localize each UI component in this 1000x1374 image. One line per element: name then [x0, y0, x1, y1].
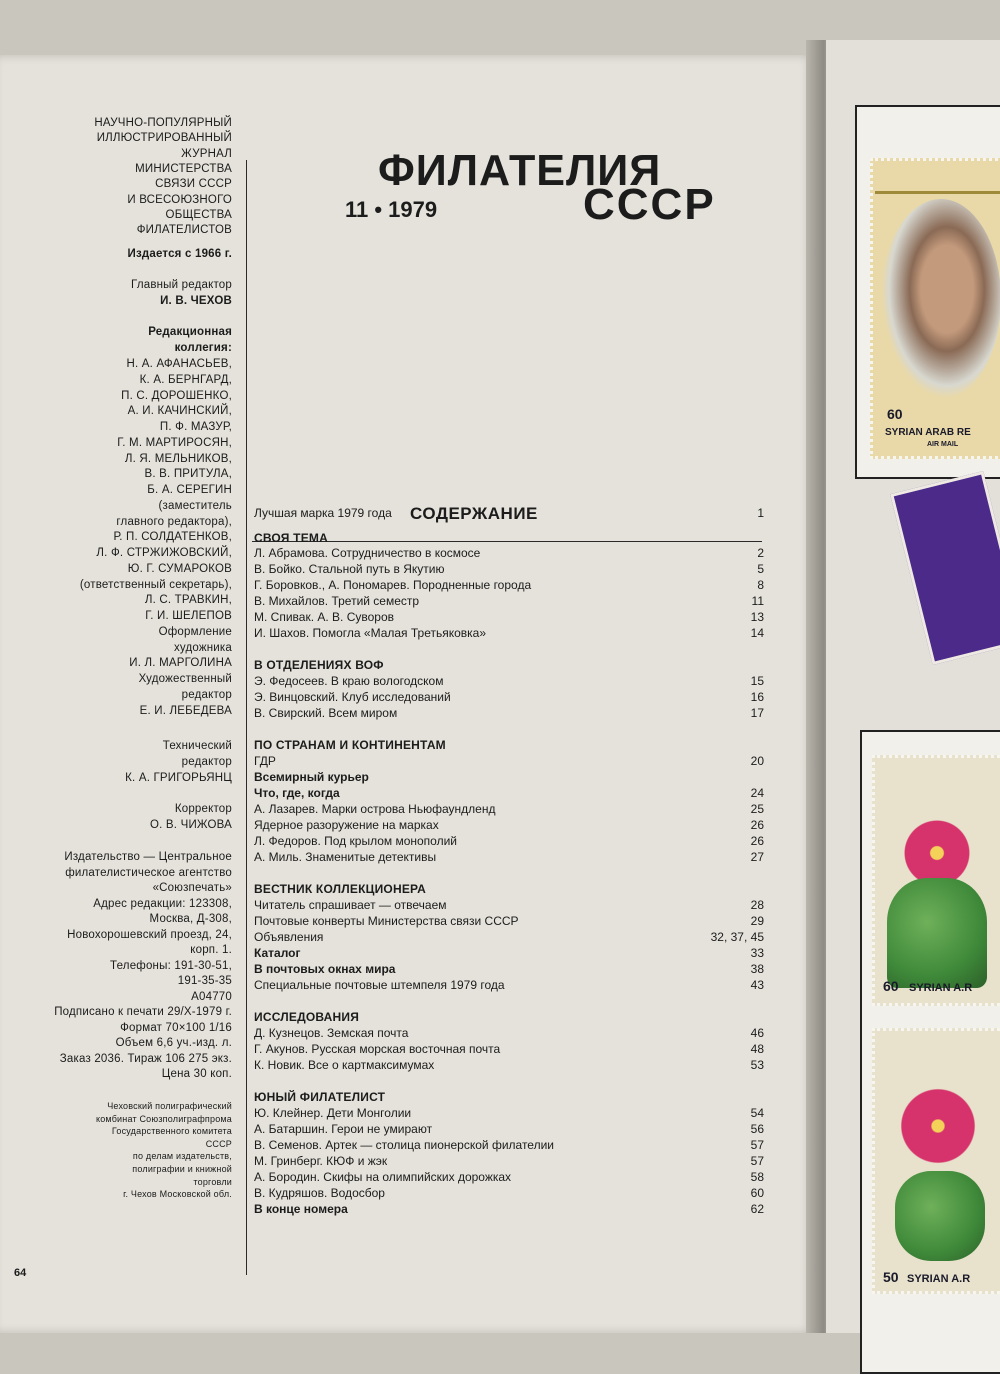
journal-description-line: ИЛЛЮСТРИРОВАННЫЙ [96, 132, 232, 145]
toc-entry-title: А. Батаршин. Герои не умирают [254, 1122, 433, 1136]
board-member: В. В. ПРИТУЛА, [144, 468, 232, 481]
toc-entry-page: 26 [750, 818, 764, 832]
board-member: И. Л. МАРГОЛИНА [129, 657, 232, 670]
toc-entry [254, 673, 764, 689]
toc-entry [254, 1153, 764, 1169]
toc-entry-title: Лучшая марка 1979 года [254, 506, 392, 520]
stamp1-value: 60 [887, 406, 903, 422]
portrait-stamp [870, 158, 1000, 459]
toc-entry-page: 27 [750, 850, 764, 864]
stamp-border-ornament [875, 163, 1000, 194]
board-member: П. С. ДОРОШЕНКО, [121, 389, 232, 402]
toc-section-heading [254, 881, 764, 897]
board-member: Е. И. ЛЕБЕДЕВА [139, 704, 232, 717]
board-member: (ответственный секретарь), [79, 578, 232, 591]
toc-entry-title: Г. Акунов. Русская морская восточная почта [254, 1042, 501, 1056]
toc-entry [254, 1105, 764, 1121]
toc-entry-title: В. Кудряшов. Водосбор [254, 1186, 385, 1200]
printer-line: по делам издательств, [132, 1151, 232, 1162]
stamp1-country: SYRIAN ARAB RE [885, 427, 971, 438]
board-member: Л. С. ТРАВКИН, [144, 594, 232, 607]
toc-entry-title: Почтовые конверты Министерства связи СССР [254, 914, 519, 928]
publisher-line: Цена 30 коп. [161, 1068, 232, 1080]
masthead-title: ФИЛАТЕЛИЯ [378, 146, 662, 195]
toc-entry-page: 29 [750, 914, 764, 928]
toc-entry-page: 60 [750, 1186, 764, 1200]
toc-entry-title: И. Шахов. Помогла «Малая Третьяковка» [254, 626, 487, 640]
publisher-line: корп. 1. [190, 944, 232, 956]
toc-entry [254, 929, 764, 945]
toc-entry-page: 57 [750, 1138, 764, 1152]
toc-entry-title: В конце номера [254, 1202, 348, 1216]
printer-line: СССР [205, 1138, 232, 1149]
board-member: К. А. БЕРНГАРД, [139, 373, 232, 386]
printer-line: комбинат Союзполиграфпрома [95, 1113, 232, 1124]
chief-editor-label: Главный редактор [131, 279, 232, 291]
toc-entry-page: 5 [757, 562, 764, 576]
toc-entry-title: В ОТДЕЛЕНИЯХ ВОФ [254, 658, 384, 672]
toc-entry [254, 609, 764, 625]
toc-entry-title: А. Миль. Знаменитые детективы [254, 850, 437, 864]
journal-description-line: СВЯЗИ СССР [155, 178, 232, 191]
toc-entry-title: Что, где, когда [254, 786, 340, 800]
toc-entry-title: СВОЯ ТЕМА [254, 531, 328, 545]
toc-entry-page: 54 [750, 1106, 764, 1120]
toc-entry-page: 16 [750, 690, 764, 704]
toc-entry-page: 20 [750, 754, 764, 768]
toc-entry [254, 769, 764, 785]
toc-entry [254, 1057, 764, 1073]
toc-entry-page: 38 [750, 962, 764, 976]
toc-section-heading [254, 1009, 764, 1025]
toc-entry [254, 817, 764, 833]
toc-entry [254, 945, 764, 961]
toc-entry [254, 561, 764, 577]
toc-entry [254, 1169, 764, 1185]
board-member: Ю. Г. СУМАРОКОВ [127, 562, 232, 575]
journal-description-line: ОБЩЕСТВА [165, 208, 232, 221]
toc-entry-page: 8 [757, 578, 764, 592]
flower-icon [893, 1086, 983, 1166]
toc-entry [254, 833, 764, 849]
toc-entry [254, 689, 764, 705]
publisher-line: Телефоны: 191-30-51, [110, 959, 232, 972]
toc-entry-title: А. Бородин. Скифы на олимпийских дорожках [254, 1170, 512, 1184]
toc-entry-title: М. Спивак. А. В. Суворов [254, 610, 395, 624]
board-member: Б. А. СЕРЕГИН [147, 484, 232, 496]
toc-entry-title: ГДР [254, 754, 276, 768]
publisher-line: Формат 70×100 1/16 [120, 1021, 232, 1034]
board-label: коллегия: [174, 342, 232, 354]
toc-entry-title: ИССЛЕДОВАНИЯ [254, 1010, 360, 1024]
magazine-page [0, 55, 815, 1333]
publisher-line: Заказ 2036. Тираж 106 275 экз. [59, 1052, 232, 1065]
journal-description-line: ФИЛАТЕЛИСТОВ [136, 224, 232, 237]
publication-since: Издается с 1966 г. [127, 248, 232, 260]
stamp2-value: 60 [883, 978, 899, 994]
publisher-line: Подписано к печати 29/X-1979 г. [54, 1006, 232, 1018]
toc-entry-page: 57 [750, 1154, 764, 1168]
publisher-line: Объем 6,6 уч.-изд. л. [115, 1037, 232, 1049]
cactus-stamp-1 [872, 755, 1000, 1006]
toc-entry [254, 505, 764, 521]
toc-entry-title: ЮНЫЙ ФИЛАТЕЛИСТ [254, 1090, 386, 1104]
toc-entry-title: В. Свирский. Всем миром [254, 706, 398, 720]
stamp2-country: SYRIAN A.R [909, 982, 973, 994]
toc-entry [254, 913, 764, 929]
toc-entry-page: 26 [750, 834, 764, 848]
stamp3-value: 50 [883, 1269, 899, 1285]
publisher-line: Адрес редакции: 123308, [93, 897, 232, 910]
toc-entry-page: 33 [750, 946, 764, 960]
toc-section-heading [254, 530, 764, 546]
toc-entry-title: Специальные почтовые штемпеля 1979 года [254, 978, 505, 992]
toc-entry-page: 1 [757, 506, 764, 520]
toc-entry [254, 897, 764, 913]
toc-entry-title: ВЕСТНИК КОЛЛЕКЦИОНЕРА [254, 882, 427, 896]
stamp1-airmail: AIR MAIL [927, 441, 959, 448]
contents-heading: СОДЕРЖАНИЕ [410, 504, 538, 523]
toc-entry [254, 1201, 764, 1217]
tech-editor-name: К. А. ГРИГОРЬЯНЦ [125, 772, 232, 784]
toc-entry-title: Ядерное разоружение на марках [254, 818, 439, 832]
toc-entry-page: 58 [750, 1170, 764, 1184]
toc-entry-page: 25 [750, 802, 764, 816]
toc-entry-page: 62 [750, 1202, 764, 1216]
journal-description-line: МИНИСТЕРСТВА [135, 162, 232, 175]
cactus-body [895, 1171, 985, 1261]
publisher-line: 191-35-35 [177, 975, 232, 987]
board-label: Редакционная [148, 326, 232, 338]
issue-number: 11 • 1979 [345, 197, 438, 222]
toc-entry [254, 1185, 764, 1201]
journal-description-line: ЖУРНАЛ [181, 147, 232, 160]
toc-entry-title: ПО СТРАНАМ И КОНТИНЕНТАМ [254, 738, 446, 752]
printer-line: г. Чехов Московской обл. [123, 1189, 232, 1200]
publisher-line: А04770 [191, 990, 232, 1003]
page-number: 64 [14, 1267, 27, 1279]
toc-entry-title: Г. Боровков., А. Пономарев. Породненные города [254, 578, 532, 592]
publisher-line: Москва, Д-308, [149, 913, 232, 925]
printer-line: полиграфии и книжной [132, 1164, 232, 1174]
toc-entry [254, 593, 764, 609]
board-member: редактор [181, 688, 232, 701]
toc-entry [254, 705, 764, 721]
toc-entry-page: 48 [750, 1042, 764, 1056]
toc-entry-title: В почтовых окнах мира [254, 962, 396, 976]
board-member: Художественный [138, 673, 232, 685]
board-member: А. И. КАЧИНСКИЙ, [127, 405, 232, 418]
toc-entry-title: Д. Кузнецов. Земская почта [254, 1026, 409, 1040]
tech-editor-label: Технический [162, 740, 232, 752]
toc-section-heading [254, 657, 764, 673]
journal-description-line: И ВСЕСОЮЗНОГО [127, 193, 232, 206]
printer-line: Чеховский полиграфический [107, 1101, 232, 1111]
toc-entry [254, 849, 764, 865]
publisher-line: филателистическое агентство [65, 866, 232, 879]
envelope-edge [890, 471, 1000, 665]
toc-entry-title: В. Семенов. Артек — столица пионерской филателии [254, 1138, 554, 1152]
board-member: Н. А. АФАНАСЬЕВ, [126, 358, 232, 370]
cactus-body [887, 878, 987, 988]
toc-entry-title: Л. Абрамова. Сотрудничество в космосе [254, 546, 481, 560]
proofreader-label: Корректор [174, 803, 232, 815]
board-member: (заместитель [158, 499, 232, 512]
toc-entry [254, 577, 764, 593]
toc-section-heading [254, 737, 764, 753]
toc-entry-title: Э. Федосеев. В краю вологодском [254, 674, 444, 688]
toc-entry-title: К. Новик. Все о картмаксимумах [254, 1058, 435, 1072]
column-divider [246, 160, 247, 1275]
publisher-line: Новохорошевский проезд, 24, [67, 928, 232, 941]
toc-entry-page: 2 [757, 546, 764, 560]
toc-entry-page: 11 [751, 594, 764, 608]
toc-entry [254, 1121, 764, 1137]
board-member: Л. Я. МЕЛЬНИКОВ, [124, 452, 232, 465]
toc-entry-title: Ю. Клейнер. Дети Монголии [254, 1106, 412, 1120]
publisher-line: Издательство — Центральное [64, 851, 232, 863]
toc-entry-title: Всемирный курьер [254, 770, 369, 784]
toc-entry [254, 1025, 764, 1041]
board-member: Р. П. СОЛДАТЕНКОВ, [113, 531, 232, 544]
board-member: Г. М. МАРТИРОСЯН, [117, 436, 232, 449]
printer-line: Государственного комитета [111, 1126, 232, 1137]
stamp3-country: SYRIAN A.R [907, 1273, 971, 1285]
toc-entry [254, 625, 764, 641]
toc-entry-title: Каталог [254, 946, 301, 960]
toc-entry [254, 1041, 764, 1057]
toc-entry [254, 961, 764, 977]
toc-entry-page: 56 [750, 1122, 764, 1136]
masthead-subtitle: СССР [583, 180, 716, 229]
board-member: Г. И. ШЕЛЕПОВ [145, 610, 232, 622]
toc-entry-title: А. Лазарев. Марки острова Ньюфаундленд [254, 802, 496, 816]
journal-description-line: НАУЧНО-ПОПУЛЯРНЫЙ [94, 117, 232, 129]
toc-entry [254, 1137, 764, 1153]
toc-entry-page: 14 [750, 626, 764, 640]
toc-entry-page: 43 [750, 978, 764, 992]
tech-editor-label: редактор [181, 756, 232, 768]
toc-entry-page: 32, 37, 45 [710, 930, 764, 944]
facing-page [826, 40, 1000, 1333]
toc-entry-title: Э. Винцовский. Клуб исследований [254, 690, 451, 704]
toc-entry [254, 753, 764, 769]
toc-entry-page: 46 [750, 1026, 764, 1040]
toc-entry [254, 545, 764, 561]
toc-entry-page: 15 [750, 674, 764, 688]
board-member: П. Ф. МАЗУР, [159, 421, 232, 433]
toc-section-heading [254, 1089, 764, 1105]
proofreader-name: О. В. ЧИЖОВА [150, 819, 232, 831]
toc-entry-title: В. Бойко. Стальной путь в Якутию [254, 562, 445, 576]
printer-line: торговли [193, 1176, 232, 1187]
chief-editor-name: И. В. ЧЕХОВ [160, 295, 232, 307]
toc-entry-page: 17 [750, 706, 764, 720]
board-member: Оформление [158, 625, 232, 638]
board-member: художника [173, 641, 232, 654]
toc-entry-page: 13 [750, 610, 764, 624]
toc-entry-title: В. Михайлов. Третий семестр [254, 594, 420, 608]
toc-entry-title: М. Гринберг. КЮФ и жэк [254, 1154, 388, 1168]
cactus-stamp-2 [872, 1028, 1000, 1294]
toc-entry-title: Л. Федоров. Под крылом монополий [254, 834, 457, 848]
publisher-line: «Союзпечать» [152, 882, 232, 894]
toc-entry [254, 801, 764, 817]
toc-entry [254, 977, 764, 993]
toc-entry-title: Читатель спрашивает — отвечаем [254, 898, 447, 912]
board-member: главного редактора), [116, 515, 232, 528]
toc-entry-page: 24 [750, 786, 764, 800]
toc-entry-page: 28 [750, 898, 764, 912]
toc-entry [254, 785, 764, 801]
board-member: Л. Ф. СТРЖИЖОВСКИЙ, [96, 547, 232, 559]
toc-entry-title: Объявления [254, 930, 324, 944]
toc-entry-page: 53 [750, 1058, 764, 1072]
portrait-oval [881, 199, 1000, 399]
